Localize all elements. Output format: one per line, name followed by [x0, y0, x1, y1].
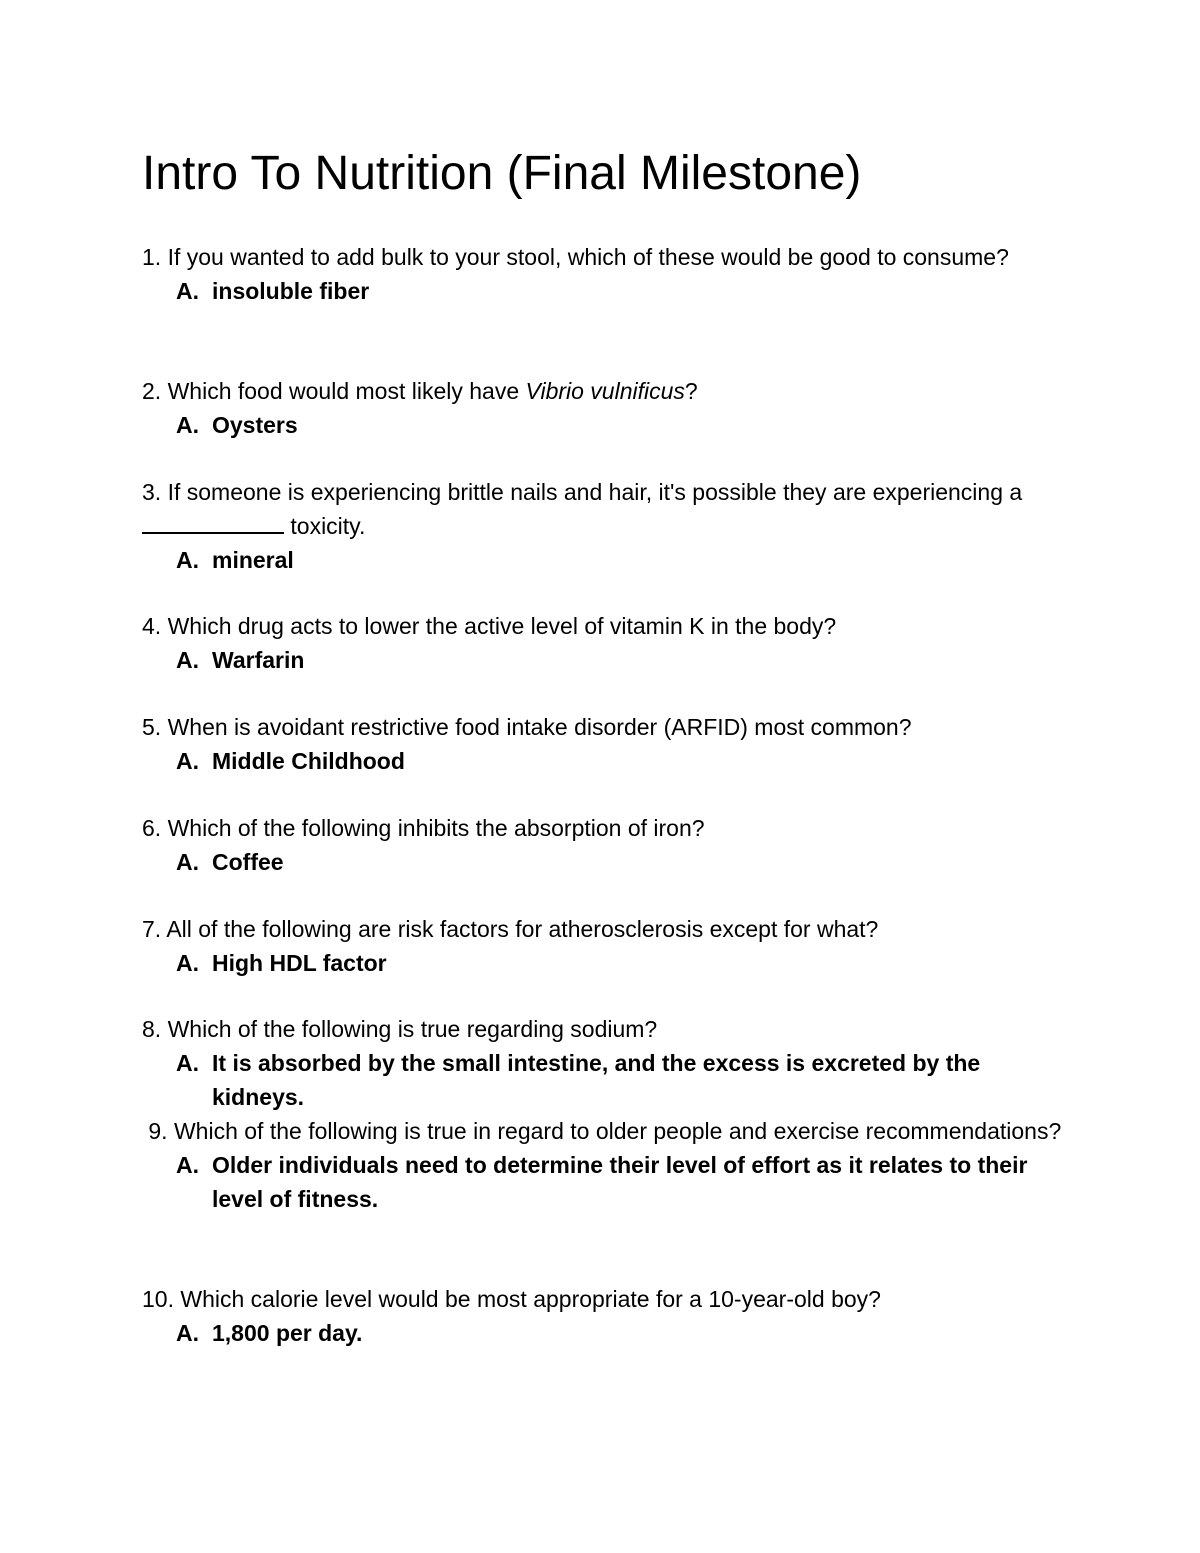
question-9	[142, 1114, 1072, 1148]
answer-letter: A.	[176, 647, 199, 673]
question-number: 2.	[142, 378, 162, 404]
answer-10	[142, 1316, 1072, 1350]
question-4	[142, 609, 1072, 643]
question-text-end: ?	[684, 378, 698, 404]
question-number: 4.	[142, 613, 162, 639]
answer-letter: A.	[176, 278, 199, 304]
answer-letter: A.	[176, 950, 199, 976]
answer-text: insoluble fiber	[212, 278, 370, 304]
question-2	[142, 374, 1072, 408]
question-8	[142, 1012, 1072, 1046]
answer-letter: A.	[176, 547, 199, 573]
question-italic-term: Vibrio vulnificus	[525, 378, 685, 404]
answer-text: Warfarin	[212, 647, 305, 673]
fill-in-blank	[142, 512, 284, 534]
question-5	[142, 710, 1072, 744]
question-number: 10.	[142, 1286, 174, 1312]
question-block-3	[142, 475, 1072, 577]
answer-letter: A.	[176, 748, 199, 774]
question-block-10	[142, 1282, 1072, 1350]
question-number: 8.	[142, 1016, 162, 1042]
question-number: 7.	[142, 916, 162, 942]
question-1	[142, 240, 1072, 274]
answer-text: It is absorbed by the small intestine, and the excess is excreted by the kidneys.	[212, 1050, 981, 1110]
question-block-9	[142, 1114, 1072, 1216]
question-text: If someone is experiencing brittle nails and hair, it's possible they are experiencing a	[167, 479, 1023, 505]
answer-2	[142, 408, 1072, 442]
question-block-2	[142, 374, 1072, 442]
answer-text: Middle Childhood	[212, 748, 405, 774]
answer-letter: A.	[176, 1320, 199, 1346]
question-number: 9.	[148, 1118, 168, 1144]
answer-text: Coffee	[212, 849, 284, 875]
answer-3	[142, 543, 1072, 577]
answer-5	[142, 744, 1072, 778]
answer-letter: A.	[176, 1152, 199, 1178]
question-7	[142, 912, 1072, 946]
question-number: 6.	[142, 815, 162, 841]
question-text: Which of the following is true in regard to older people and exercise recommendations?	[173, 1118, 1062, 1144]
question-number: 5.	[142, 714, 162, 740]
answer-6	[142, 845, 1072, 879]
answer-text: Oysters	[212, 412, 298, 438]
question-text: All of the following are risk factors for atherosclerosis except for what?	[166, 916, 879, 942]
question-text: Which drug acts to lower the active level of vitamin K in the body?	[167, 613, 837, 639]
question-text: When is avoidant restrictive food intake disorder (ARFID) most common?	[167, 714, 912, 740]
answer-letter: A.	[176, 412, 199, 438]
question-text: If you wanted to add bulk to your stool, which of these would be good to consume?	[167, 244, 1009, 270]
answer-text: 1,800 per day.	[212, 1320, 363, 1346]
question-block-6	[142, 811, 1072, 879]
answer-9	[142, 1148, 1072, 1216]
question-block-4	[142, 609, 1072, 677]
question-6	[142, 811, 1072, 845]
answer-letter: A.	[176, 1050, 199, 1076]
answer-text: High HDL factor	[212, 950, 387, 976]
answer-1	[142, 274, 1072, 308]
answer-text: Older individuals need to determine their level of effort as it relates to their level of fitness.	[212, 1152, 1028, 1212]
question-number: 3.	[142, 479, 162, 505]
question-number: 1.	[142, 244, 162, 270]
answer-8	[142, 1046, 1072, 1114]
answer-letter: A.	[176, 849, 199, 875]
question-block-5	[142, 710, 1072, 778]
question-block-1	[142, 240, 1072, 308]
answer-text: mineral	[212, 547, 294, 573]
document-title: Intro To Nutrition (Final Milestone)	[142, 147, 862, 200]
question-text: Which calorie level would be most appropriate for a 10-year-old boy?	[180, 1286, 881, 1312]
question-text: Which of the following is true regarding sodium?	[167, 1016, 658, 1042]
question-block-7	[142, 912, 1072, 980]
question-block-8	[142, 1012, 1072, 1114]
answer-7	[142, 946, 1072, 980]
question-10	[142, 1282, 1072, 1316]
answer-4	[142, 643, 1072, 677]
question-3	[142, 475, 1072, 543]
question-text-end: toxicity.	[290, 513, 366, 539]
question-text: Which food would most likely have	[167, 378, 520, 404]
question-text: Which of the following inhibits the absorption of iron?	[167, 815, 705, 841]
